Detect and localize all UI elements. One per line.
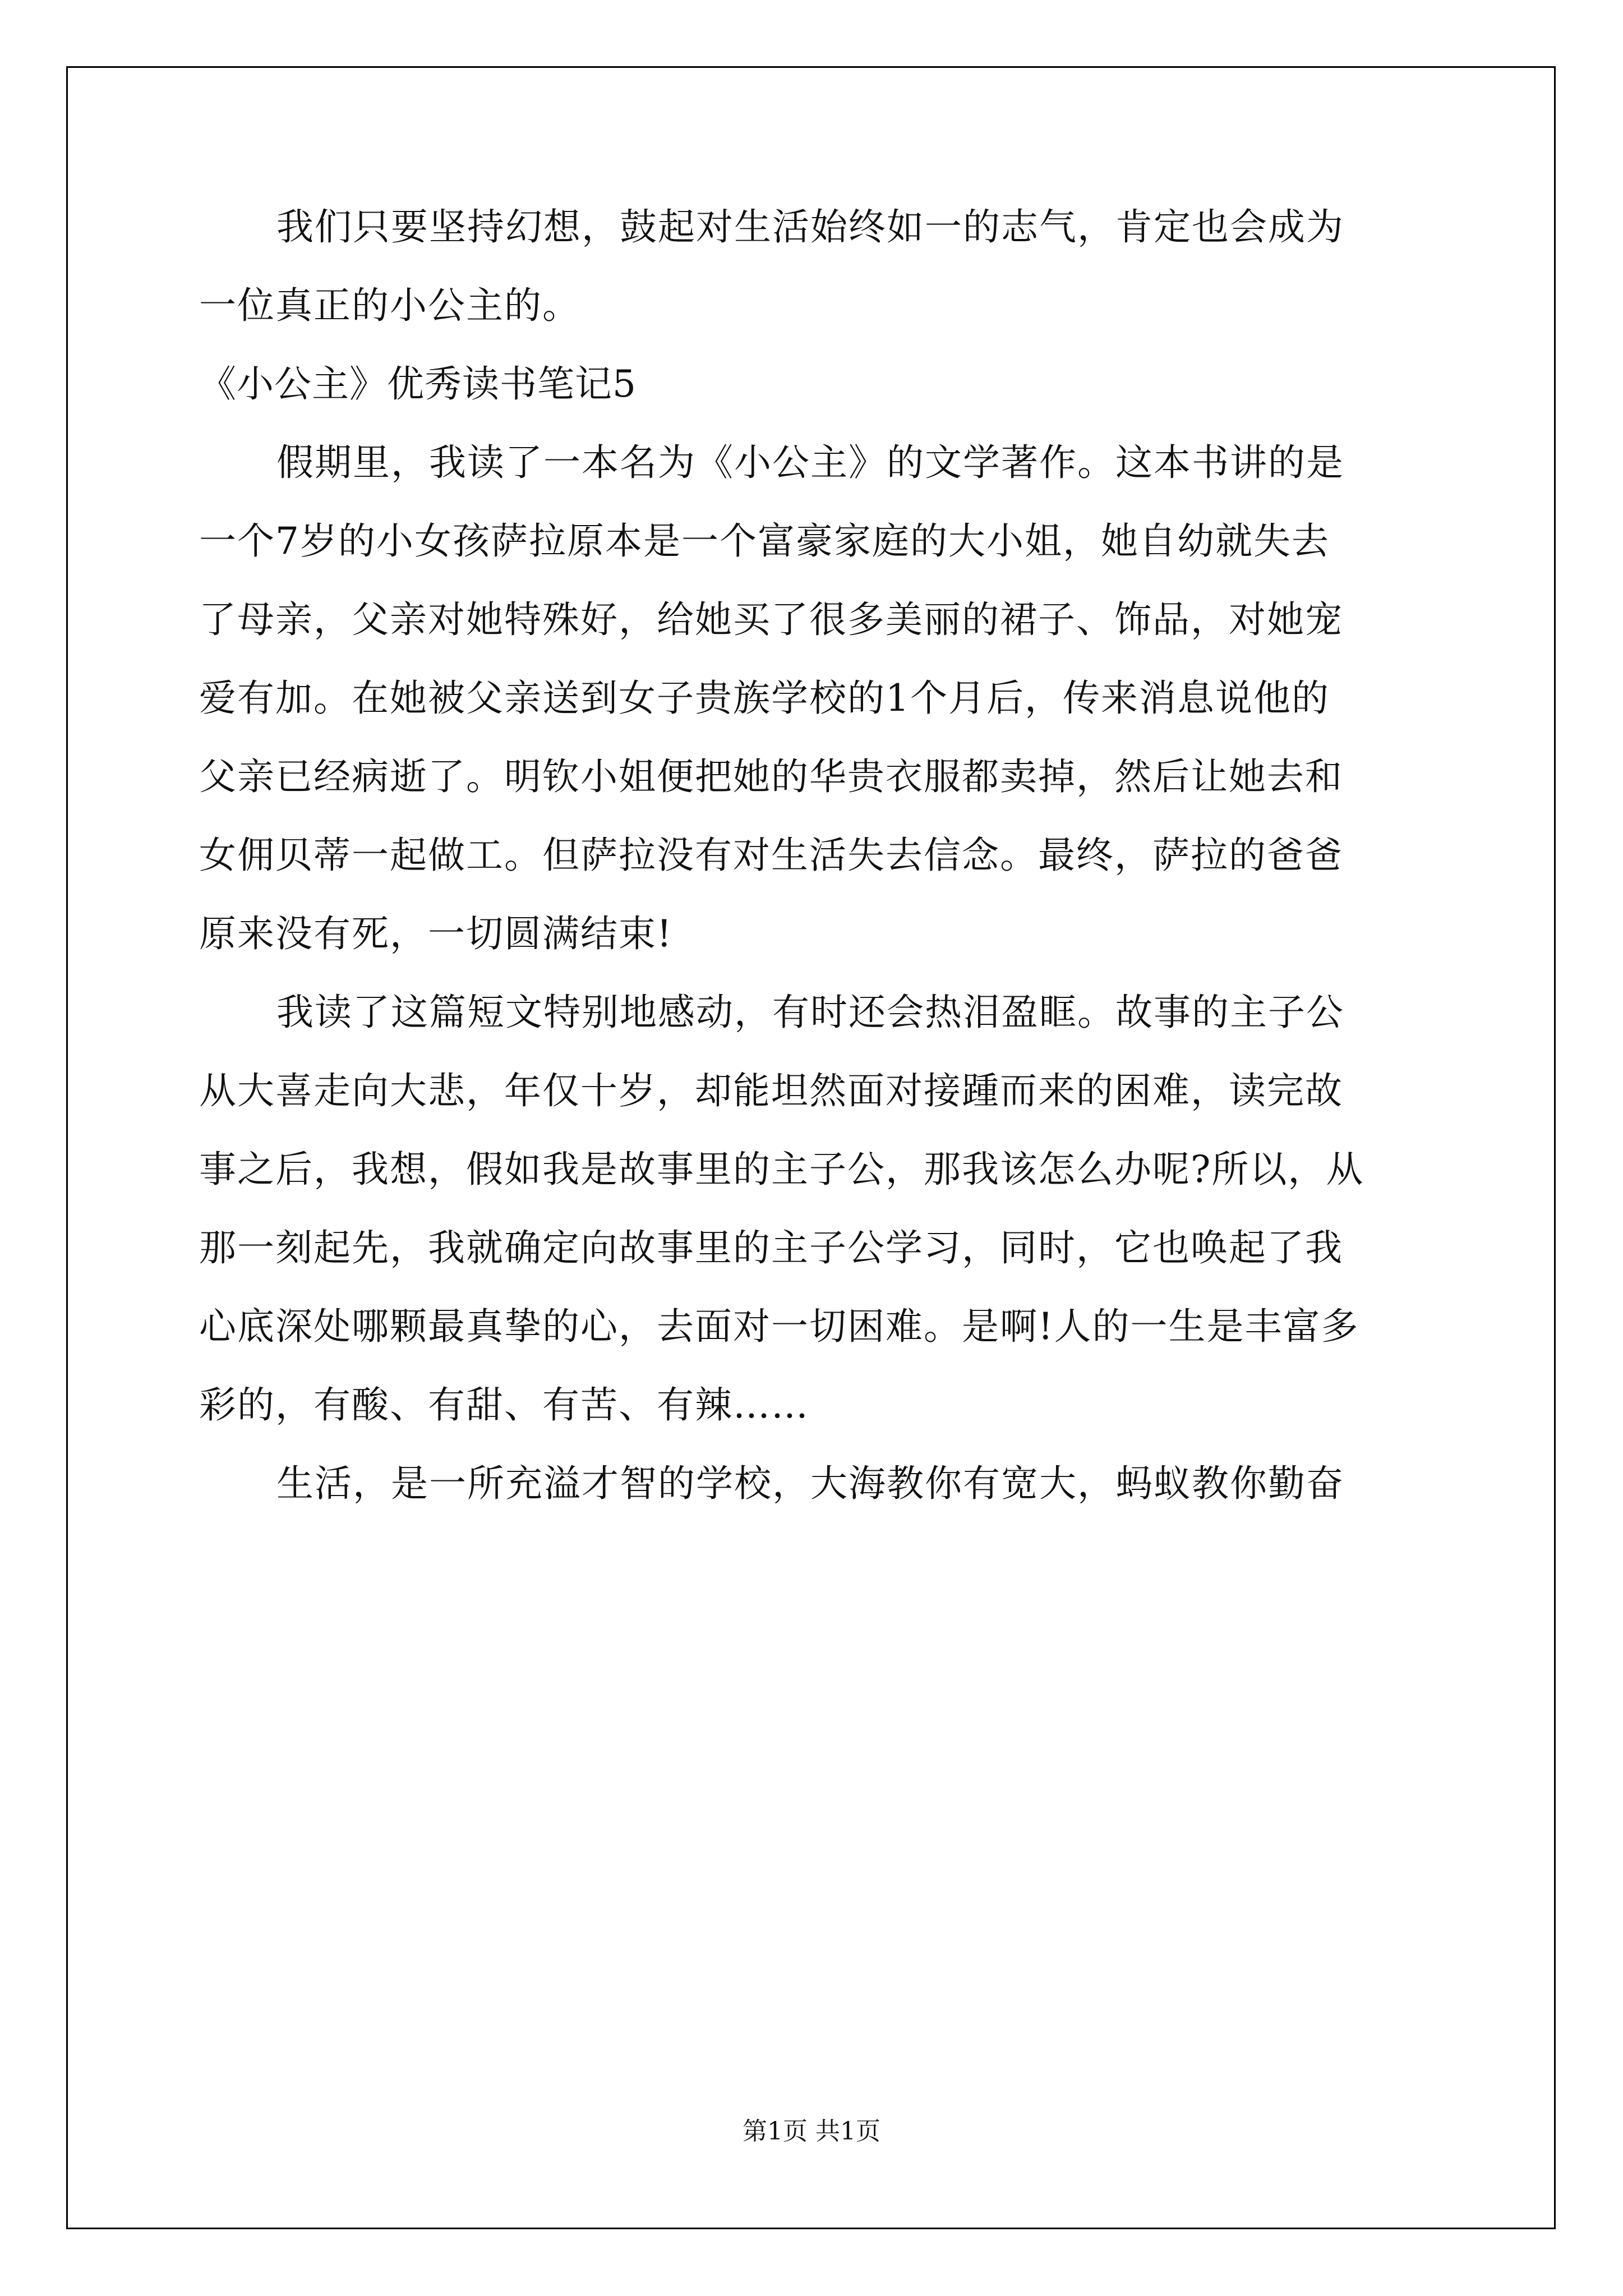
text-line: 女佣贝蒂一起做工。但萨拉没有对生活失去信念。最终，萨拉的爸爸	[199, 834, 1343, 877]
text-line: 生活，是一所充溢才智的学校，大海教你有宽大，蚂蚁教你勤奋	[276, 1462, 1344, 1505]
text-line: 一位真正的小公主的。	[199, 284, 580, 327]
text-line: 我们只要坚持幻想，鼓起对生活始终如一的志气，肯定也会成为	[276, 205, 1344, 249]
text-line: 一个7岁的小女孩萨拉原本是一个富豪家庭的大小姐，她自幼就失去	[199, 519, 1330, 563]
text-line: 事之后，我想，假如我是故事里的主子公，那我该怎么办呢?所以，从	[199, 1148, 1364, 1191]
text-line: 我读了这篇短文特别地感动，有时还会热泪盈眶。故事的主子公	[276, 991, 1344, 1034]
text-line: 那一刻起先，我就确定向故事里的主子公学习，同时，它也唤起了我	[199, 1226, 1343, 1269]
page-footer: 第1页 共1页	[743, 2117, 880, 2146]
text-line: 了母亲，父亲对她特殊好，给她买了很多美丽的裙子、饰品，对她宠	[199, 598, 1343, 641]
text-line: 心底深处哪颗最真挚的心，去面对一切困难。是啊!人的一生是丰富多	[199, 1305, 1359, 1348]
text-line: 从大喜走向大悲，年仅十岁，却能坦然面对接踵而来的困难，读完故	[199, 1069, 1343, 1112]
text-line: 父亲已经病逝了。明钦小姐便把她的华贵衣服都卖掉，然后让她去和	[199, 755, 1343, 798]
text-line: 原来没有死，一切圆满结束!	[199, 912, 673, 955]
section-heading: 《小公主》优秀读书笔记5	[199, 362, 637, 406]
text-line: 彩的，有酸、有甜、有苦、有辣……	[199, 1383, 809, 1427]
text-line: 爱有加。在她被父亲送到女子贵族学校的1个月后，传来消息说他的	[199, 677, 1330, 720]
text-line: 假期里，我读了一本名为《小公主》的文学著作。这本书讲的是	[276, 441, 1344, 484]
